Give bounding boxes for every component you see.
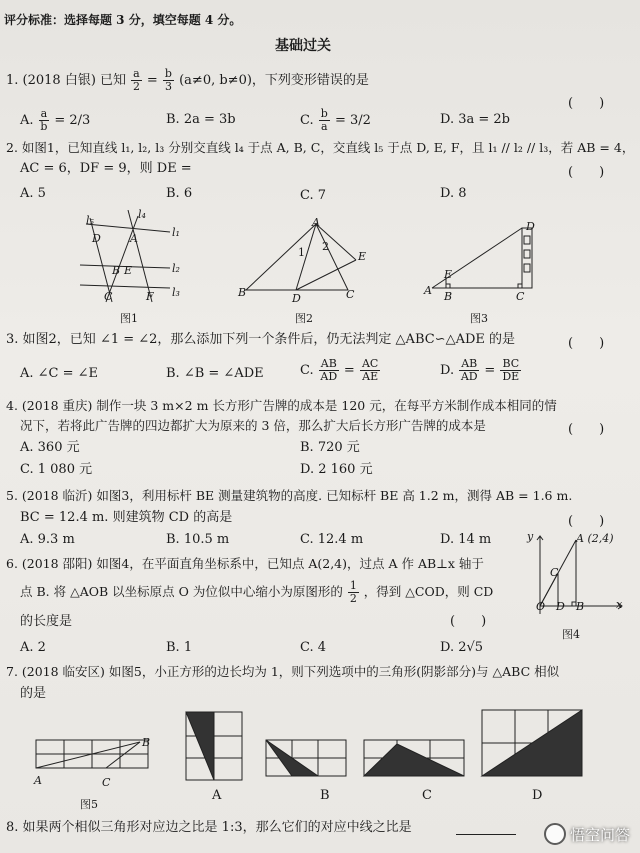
answer-paren-2: ( ) xyxy=(568,165,605,180)
q7-option-b-figure xyxy=(262,736,352,782)
question-6-line1: 6. (2018 邵阳) 如图4，在平面直角坐标系中，已知点 A(2,4)，过点 A 作 AB⊥x 轴于 xyxy=(6,556,484,571)
question-4-line1: 4. (2018 重庆) 制作一块 3 m×2 m 长方形广告牌的成本是 120 元，在每平方米制作成本相同的情 xyxy=(6,398,557,413)
fig4-label-a: A (2,4) xyxy=(576,532,614,545)
question-7-line1: 7. (2018 临安区) 如图5，小正方形的边长均为 1，则下列选项中的三角形(阴影部分)与 △ABC 相似 xyxy=(6,664,560,679)
q7-option-d-figure xyxy=(478,706,588,782)
fig1-label-l3: l₃ xyxy=(172,286,180,299)
answer-paren-5: ( ) xyxy=(568,514,605,529)
fig3-label-e: E xyxy=(444,268,453,281)
q1-option-d: D. 3a = 2b xyxy=(440,112,510,127)
watermark-text: 悟空问答 xyxy=(569,825,630,844)
fig4-caption: 图4 xyxy=(562,628,580,641)
fig5-label-b: B xyxy=(142,736,151,749)
q3-option-b: B. ∠B = ∠ADE xyxy=(166,366,264,381)
fig3-label-c: C xyxy=(516,290,525,303)
fig1-label-c: C xyxy=(104,290,113,303)
q4-option-b: B. 720 元 xyxy=(300,440,360,455)
fig3-label-a: A xyxy=(424,284,432,297)
answer-paren-4: ( ) xyxy=(568,422,605,437)
question-3: 3. 如图2，已知 ∠1 = ∠2，那么添加下列一个条件后，仍无法判定 △ABC∽△ADE 的是 xyxy=(6,332,516,347)
q7-option-c-label[interactable]: C xyxy=(422,788,432,803)
fig2-label-c: C xyxy=(346,288,355,301)
q4-option-a: A. 360 元 xyxy=(20,440,80,455)
q6-option-d: D. 2√5 xyxy=(440,640,484,655)
scoring-note: 评分标准：选择每题 3 分，填空每题 4 分。 xyxy=(4,13,242,27)
fig5-caption: 图5 xyxy=(80,798,98,811)
question-5-line2: BC = 12.4 m. 则建筑物 CD 的高是 xyxy=(20,510,233,525)
question-5-line1: 5. (2018 临沂) 如图3，利用标杆 BE 测量建筑物的高度. 已知标杆 BE 高 1.2 m，测得 AB = 1.6 m. xyxy=(6,488,573,503)
answer-blank-8[interactable] xyxy=(456,834,516,835)
fig1-label-b: B xyxy=(112,264,121,277)
q7-option-a-figure xyxy=(182,708,246,782)
q6-option-c: C. 4 xyxy=(300,640,327,655)
question-1: 1. (2018 白银) 已知 $\frac{a}{2}$ = $\frac{b}{3}$ (a≠0, b≠0)，下列变形错误的是 xyxy=(6,67,369,93)
q2-option-d: D. 8 xyxy=(440,186,467,201)
watermark xyxy=(544,823,630,845)
fig4-label-b: B xyxy=(576,600,585,613)
question-2-line1: 2. 如图1，已知直线 l₁, l₂, l₃ 分别交直线 l₄ 于点 A, B, C，交直线 l₅ 于点 D, E, F，且 l₁ // l₂ // l₃，若 AB = 4， xyxy=(6,140,635,155)
fig2-label-2: 2 xyxy=(322,240,329,253)
fig2-label-1: 1 xyxy=(298,246,305,259)
fig2-label-a: A xyxy=(312,216,320,229)
fig2-label-e: E xyxy=(358,250,367,263)
question-2-line2: AC = 6，DF = 9，则 DE = xyxy=(20,161,192,176)
answer-paren-1: ( ) xyxy=(568,96,605,111)
fig1-label-d: D xyxy=(92,232,101,245)
q3-option-d: D. $\frac{AB}{AD}$ = $\frac{BC}{DE}$ xyxy=(440,357,520,383)
q5-option-a: A. 9.3 m xyxy=(20,532,75,547)
fig4-label-o: O xyxy=(536,600,546,613)
answer-paren-3: ( ) xyxy=(568,336,605,351)
q5-option-b: B. 10.5 m xyxy=(166,532,230,547)
q1-option-a: A. $\frac{a}{b}$ = 2/3 xyxy=(20,107,91,133)
question-6-line3: 的长度是 xyxy=(20,614,73,629)
fig1-label-e: E xyxy=(124,264,133,277)
fig2-caption: 图2 xyxy=(295,312,313,325)
fig3-label-d: D xyxy=(526,220,535,233)
section-title: 基础过关 xyxy=(275,38,331,54)
fig3-label-b: B xyxy=(444,290,453,303)
q2-option-b: B. 6 xyxy=(166,186,193,201)
q4-option-c: C. 1 080 元 xyxy=(20,462,93,477)
fig1-label-a: A xyxy=(130,232,138,245)
q5-option-d: D. 14 m xyxy=(440,532,492,547)
fig5-label-c: C xyxy=(102,776,111,789)
q1-option-c: C. $\frac{b}{a}$ = 3/2 xyxy=(300,107,371,133)
fig2-label-b: B xyxy=(238,286,247,299)
fig1-caption: 图1 xyxy=(120,312,138,325)
q7-option-b-label[interactable]: B xyxy=(320,788,330,803)
figure-5 xyxy=(30,734,154,778)
fig1-label-l5: l₅ xyxy=(86,214,94,227)
fig4-label-c: C xyxy=(550,566,559,579)
fig1-label-l1: l₁ xyxy=(172,226,180,239)
fig1-label-l4: l₄ xyxy=(138,208,146,221)
q3-option-c: C. $\frac{AB}{AD}$ = $\frac{AC}{AE}$ xyxy=(300,357,379,383)
q7-option-a-label[interactable]: A xyxy=(212,788,222,803)
fig3-caption: 图3 xyxy=(470,312,488,325)
wukong-logo-icon xyxy=(544,823,566,845)
fig4-label-x: x xyxy=(616,598,623,611)
question-8: 8. 如果两个相似三角形对应边之比是 1:3，那么它们的对应中线之比是 xyxy=(6,820,412,835)
question-4-line2: 况下，若将此广告牌的四边都扩大为原来的 3 倍，那么扩大后长方形广告牌的成本是 xyxy=(20,418,486,433)
fig1-label-f: F xyxy=(146,290,154,303)
q7-option-c-figure xyxy=(360,736,470,782)
q6-option-b: B. 1 xyxy=(166,640,193,655)
fig4-label-d: D xyxy=(556,600,565,613)
q7-option-d-label[interactable]: D xyxy=(532,788,543,803)
q6-option-a: A. 2 xyxy=(20,640,46,655)
question-6-line2: 点 B. 将 △AOB 以坐标原点 O 为位似中心缩小为原图形的 $\frac{1}{2}$ ，得到 △COD，则 CD xyxy=(20,579,494,605)
fig1-label-l2: l₂ xyxy=(172,262,180,275)
fig4-label-y: y xyxy=(527,530,534,543)
q1-option-b: B. 2a = 3b xyxy=(166,112,236,127)
question-7-line2: 的是 xyxy=(20,686,47,701)
q4-option-d: D. 2 160 元 xyxy=(300,462,373,477)
fig5-label-a: A xyxy=(34,774,42,787)
q2-option-a: A. 5 xyxy=(20,186,46,201)
q3-option-a: A. ∠C = ∠E xyxy=(20,366,99,381)
figure-2 xyxy=(236,218,376,298)
q5-option-c: C. 12.4 m xyxy=(300,532,364,547)
q2-option-c: C. 7 xyxy=(300,188,327,203)
fig2-label-d: D xyxy=(292,292,301,305)
answer-paren-6: ( ) xyxy=(450,614,487,629)
